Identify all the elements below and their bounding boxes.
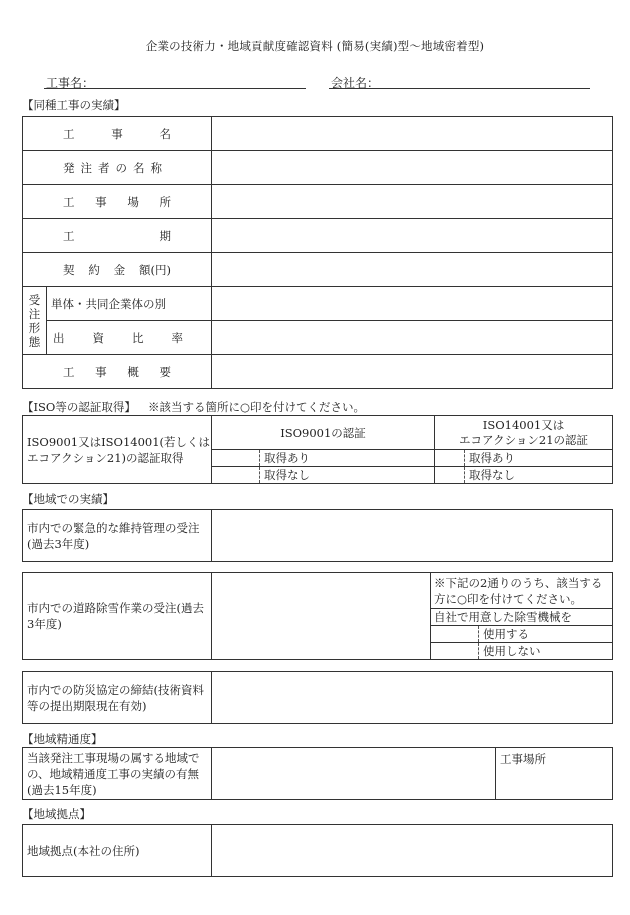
tantai-label: 単体・共同企業体の別 [47,287,212,321]
keiyaku-value[interactable] [212,253,613,287]
snow-not-use-mark[interactable] [431,643,479,660]
basho-value[interactable] [212,185,613,219]
iso9001-yes: 取得あり [260,450,435,467]
disaster-label: 市内での防災協定の締結(技術資料等の提出期限現在有効) [23,672,212,724]
iso9001-no: 取得なし [260,467,435,484]
row-label-gaiyo: 工 事 概 要 [23,355,212,389]
same-type-table [22,116,613,389]
row-label-hacchusha: 発注者の名称 [23,151,212,185]
tantai-value[interactable] [212,287,613,321]
disaster-table [22,671,613,724]
row-label-keiyaku: 契 約 金 額(円) [23,253,212,287]
hacchusha-value[interactable] [212,151,613,185]
company-name-field[interactable] [329,88,590,89]
iso9001-header: ISO9001の認証 [212,416,435,450]
koji-mei-value[interactable] [212,117,613,151]
section-heading-regional: 【地域での実績】 [22,492,114,506]
section-heading-familiarity: 【地域精通度】 [22,732,103,746]
row-label-koji-mei: 工 事 名 [23,117,212,151]
maintenance-value[interactable] [212,510,613,562]
document-title: 企業の技術力・地域貢献度確認資料 (簡易(実績)型〜地域密着型) [145,39,485,53]
familiarity-value[interactable] [212,748,496,800]
maintenance-table [22,509,613,562]
project-name-label: 工事名： [46,76,95,90]
familiarity-table [22,747,613,800]
site-cell[interactable] [496,748,613,800]
maintenance-label: 市内での緊急的な維持管理の受注(過去3年度) [23,510,212,562]
base-table [22,824,613,877]
snow-table [22,572,613,660]
iso14001-no-mark[interactable] [435,467,465,484]
snow-note: ※下記の2通りのうち、該当する方に○印を付けてください。 [431,573,613,609]
row-label-basho: 工 事 場 所 [23,185,212,219]
base-label: 地域拠点(本社の住所) [23,825,212,877]
juchu-keitai-label: 受注形態 [23,287,47,355]
snow-not-use: 使用しない [479,643,613,660]
gaiyo-value[interactable] [212,355,613,389]
iso-table [22,415,613,484]
section-heading-base: 【地域拠点】 [22,807,91,821]
snow-label: 市内での道路除雪作業の受注(過去3年度) [23,573,212,660]
snow-use: 使用する [479,626,613,643]
iso-row-label: ISO9001又はISO14001(若しくはエコアクション21)の認証取得 [23,416,212,484]
iso9001-no-mark[interactable] [212,467,260,484]
company-name-label: 会社名： [331,76,380,90]
row-label-kouki: 工 期 [23,219,212,253]
base-value[interactable] [212,825,613,877]
familiarity-label: 当該発注工事現場の属する地域での、地域精通度工事の実績の有無(過去15年度) [23,748,212,800]
iso14001-header: ISO14001又は エコアクション21の認証 [435,416,613,450]
snow-use-mark[interactable] [431,626,479,643]
section-heading-iso: 【ISO等の認証取得】 [22,400,136,414]
snow-machine-label: 自社で用意した除雪機械を [431,609,613,626]
snow-value[interactable] [212,573,431,660]
project-name-field[interactable] [44,88,306,89]
section-heading-same-type: 【同種工事の実績】 [22,98,126,112]
shusshi-value[interactable] [212,321,613,355]
kouki-value[interactable] [212,219,613,253]
disaster-value[interactable] [212,672,613,724]
iso-note: ※該当する箇所に○印を付けてください。 [148,400,366,414]
iso14001-no: 取得なし [465,467,613,484]
iso9001-yes-mark[interactable] [212,450,260,467]
iso14001-yes: 取得あり [465,450,613,467]
shusshi-label: 出 資 比 率 [47,321,212,355]
iso14001-yes-mark[interactable] [435,450,465,467]
site-label: 工事場所 [500,752,546,766]
